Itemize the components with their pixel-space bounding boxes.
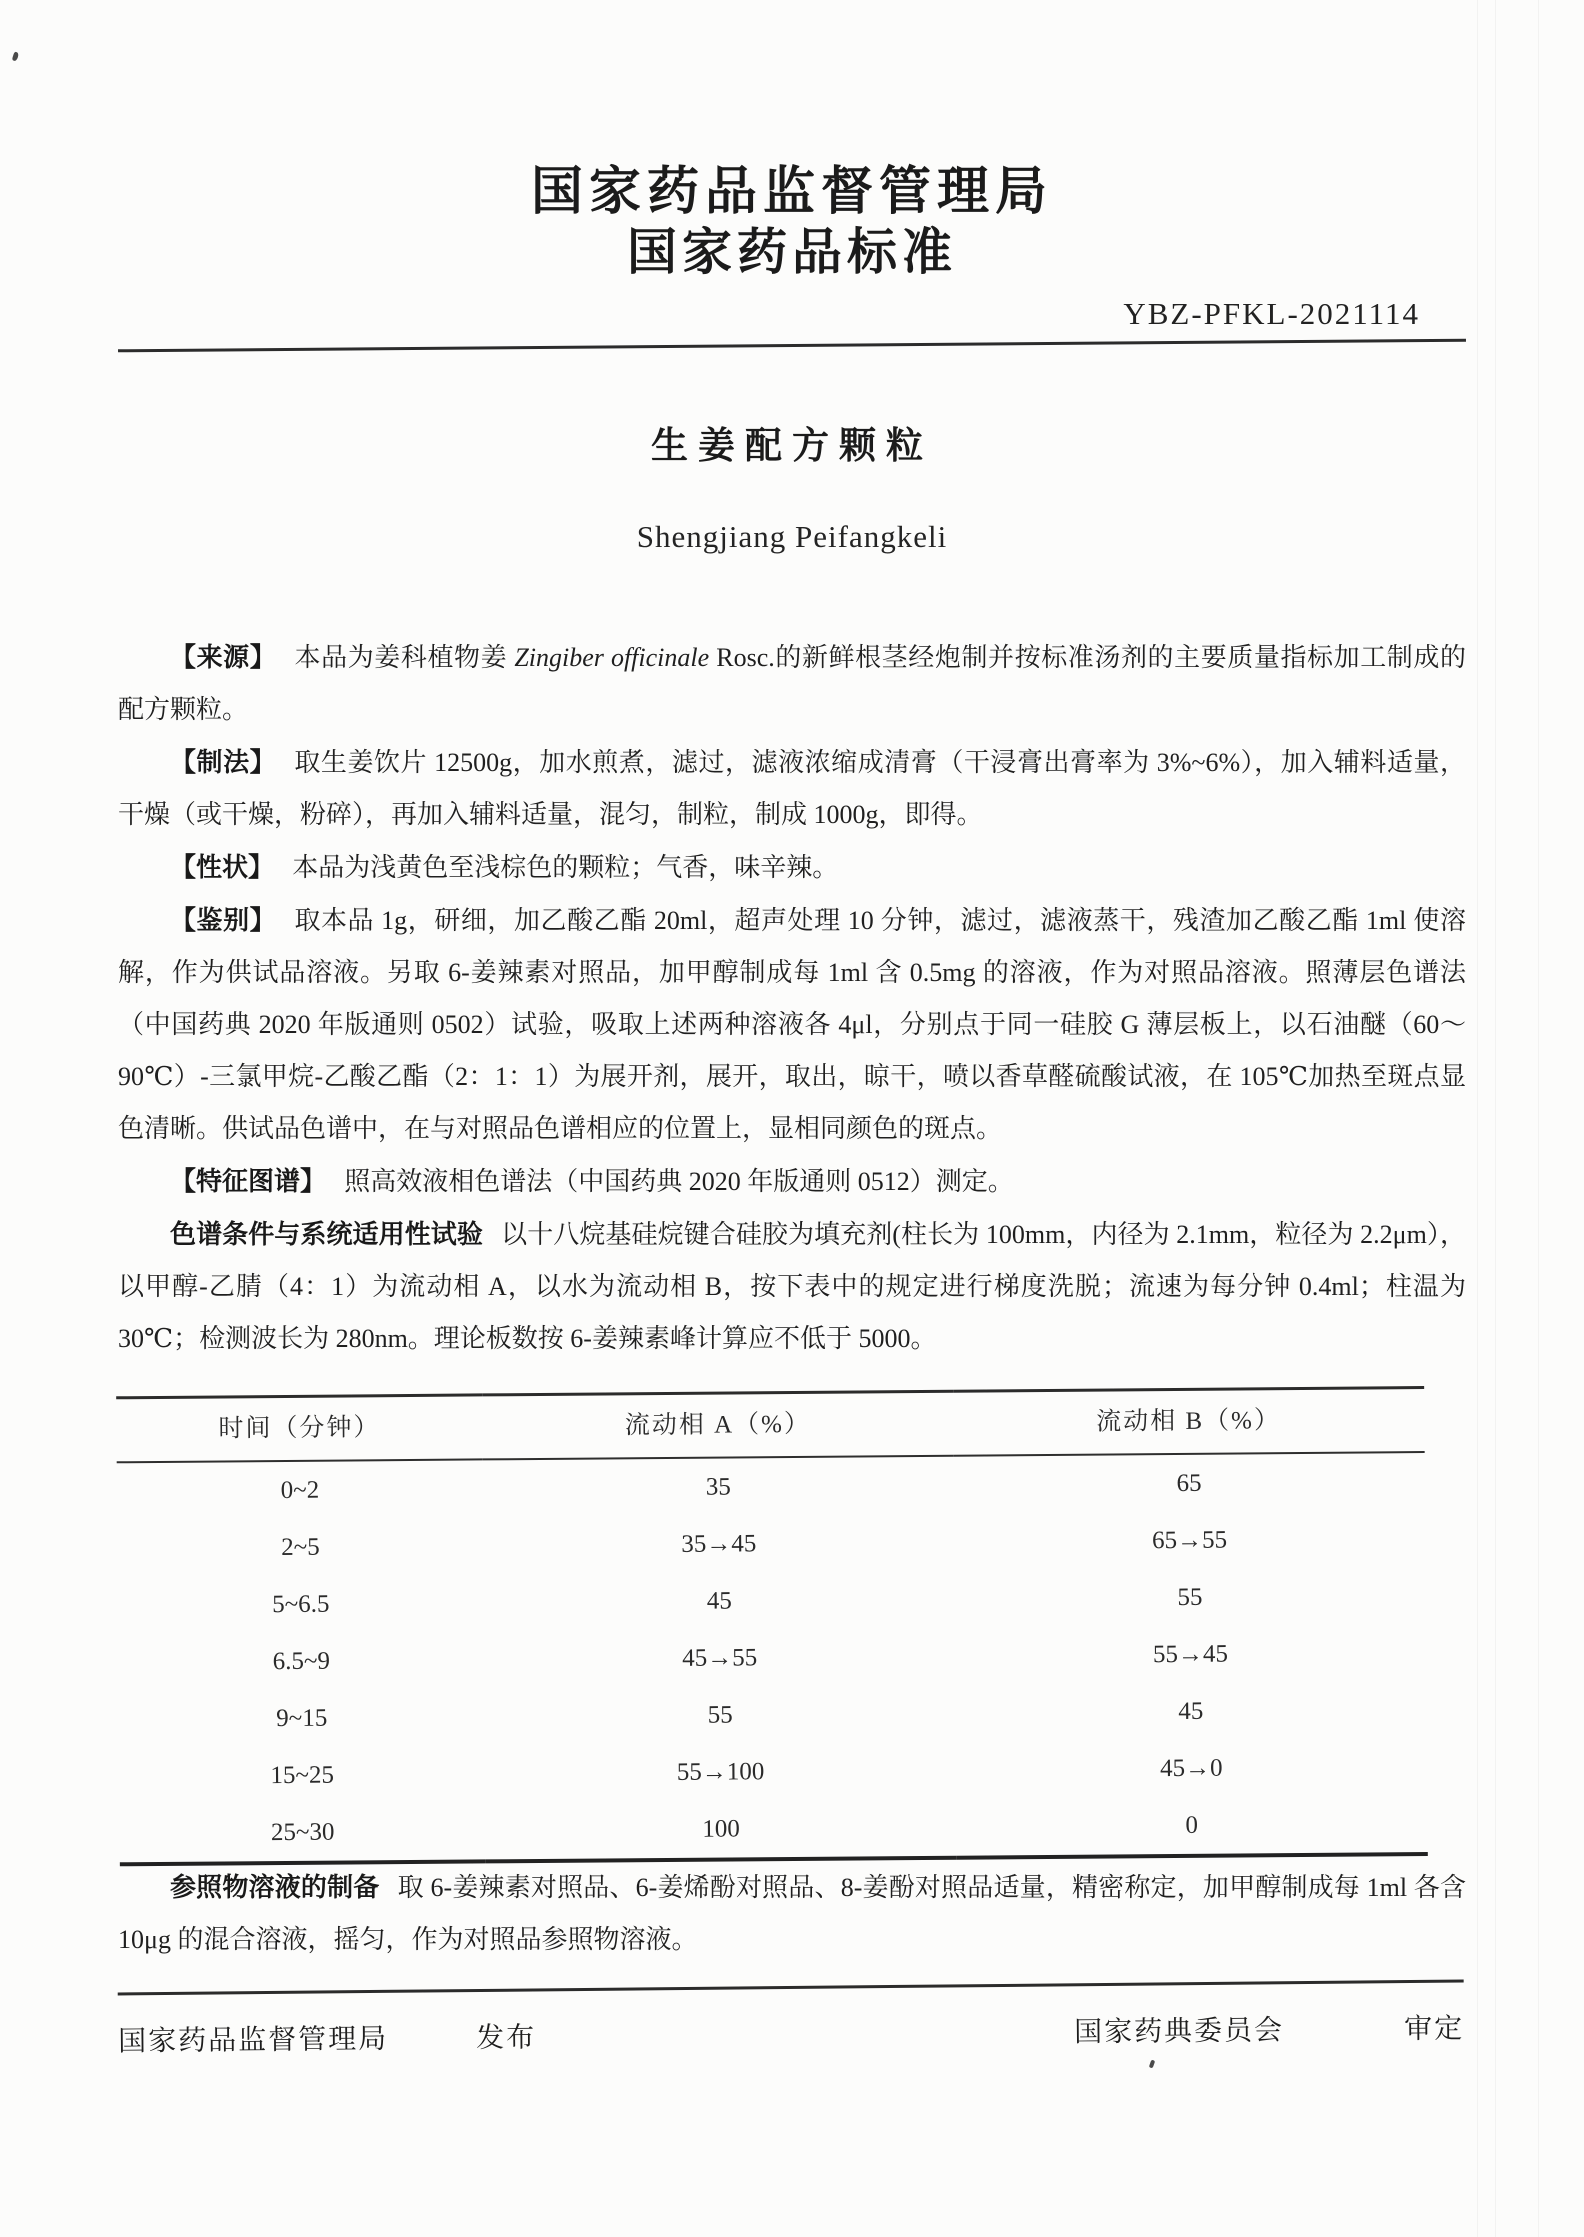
section-method-text: 取生姜饮片 12500g，加水煎煮，滤过，滤液浓缩成清膏（干浸膏出膏率为 3%~6%），加入辅料适量，干燥（或干燥，粉碎），再加入辅料适量，混匀，制粒，制成 1000g，即得。 [118,748,1466,830]
footer-text-row [118,2007,1464,2060]
section-method [118,736,1466,841]
section-system-suitability-label: 色谱条件与系统适用性试验 [170,1219,483,1250]
table-cell: 9~15 [276,1704,328,1732]
table-cell: 65→55 [1151,1526,1228,1554]
table-row [117,1452,1425,1520]
table-cell: 45 [706,1587,732,1615]
latin-binomial-name: Zingiber officinale [514,643,710,673]
section-reference-solution-label: 参照物溶液的制备 [170,1872,380,1903]
footer-reviewer: 国家药典委员会 [1073,2015,1285,2049]
table-cell: 55 [1177,1583,1203,1611]
table-cell: 45→55 [682,1644,758,1672]
standard-type-title: 国家药品标准 [627,224,957,281]
gradient-table-wrapper [116,1386,1468,1867]
footer-issuer: 国家药品监督管理局 [118,2023,389,2058]
section-source [118,631,1466,736]
section-feature-chromatogram [118,1155,1466,1208]
footer-right [1074,2007,1464,2051]
column-header-mobile-phase-a: 流动相 A（%） [482,1391,953,1459]
gradient-table-body [117,1452,1428,1864]
table-cell: 0~2 [280,1476,320,1504]
section-character-label: 【性状】 [170,852,275,883]
section-character-text: 本品为浅黄色至浅棕色的颗粒；气香，味辛辣。 [292,853,839,883]
table-cell: 15~25 [270,1761,335,1789]
table-cell: 0 [1185,1811,1199,1839]
product-title: 生姜配方颗粒 [651,425,933,467]
section-character [118,841,1466,894]
gradient-elution-table [116,1386,1427,1866]
table-row [119,1795,1427,1864]
header-divider [118,339,1466,353]
table-row [118,1624,1426,1691]
footer-issue-action: 发布 [476,2022,537,2055]
table-cell: 45 [1178,1697,1204,1725]
section-identification [118,894,1466,1155]
footer-review-action: 审定 [1403,2013,1465,2046]
product-pinyin: Shengjiang Peifangkeli [636,519,948,555]
table-cell: 45→0 [1159,1754,1223,1782]
section-source-text-cont: Rosc.的新鲜根茎经炮制并按标准汤剂的主要质量指标加工制成的配方颗粒。 [118,643,1466,725]
table-row [117,1510,1425,1577]
section-source-text: 本品为姜科植物姜 [294,643,515,673]
section-system-suitability-text: 以十八烷基硅烷键合硅胶为填充剂(柱长为 100mm，内径为 2.1mm，粒径为 2.2μm），以甲醇-乙腈（4：1）为流动相 A，以水为流动相 B，按下表中的规定进行梯度洗脱；流速为每分钟 0.4ml；柱温为 30℃；检测波长为 280nm。理论板数按 6-姜辣素峰计算应不低于 5000。 [118,1220,1466,1354]
page-footer [118,1980,1465,2060]
footer-left [118,2015,536,2059]
table-cell: 65 [1176,1469,1202,1497]
section-reference-solution-text: 取 6-姜辣素对照品、6-姜烯酚对照品、8-姜酚对照品适量，精密称定，加甲醇制成每 1ml 各含 10μg 的混合溶液，摇匀，作为对照品参照物溶液。 [118,1873,1466,1955]
table-cell: 2~5 [281,1533,320,1561]
section-feature-chromatogram-text: 照高效液相色谱法（中国药典 2020 年版通则 0512）测定。 [344,1167,1014,1197]
section-identification-label: 【鉴别】 [170,905,277,936]
section-identification-text: 取本品 1g，研细，加乙酸乙酯 20ml，超声处理 10 分钟，滤过，滤液蒸干，残渣加乙酸乙酯 1ml 使溶解，作为供试品溶液。另取 6-姜辣素对照品，加甲醇制成每 1ml 含 0.5mg 的溶液，作为对照品溶液。照薄层色谱法（中国药典 2020 年版通则 0502）试验，吸取上述两种溶液各 4μl，分别点于同一硅胶 G 薄层板上，以石油醚（60～90℃）-三氯甲烷-乙酸乙酯（2：1：1）为展开剂，展开，取出，晾干，喷以香草醛硫酸试液，在 105℃加热至斑点显色清晰。供试品色谱中，在与对照品色谱相应的位置上，显相同颜色的斑点。 [118,906,1466,1144]
table-cell: 55 [707,1701,733,1729]
table-row [118,1681,1426,1748]
table-cell: 100 [702,1815,740,1843]
table-cell: 35 [705,1473,731,1501]
section-source-label: 【来源】 [170,642,277,673]
column-header-mobile-phase-b: 流动相 B（%） [953,1388,1424,1456]
section-feature-chromatogram-label: 【特征图谱】 [170,1166,327,1197]
authority-title: 国家药品监督管理局 [530,163,1053,221]
document-body [118,631,1466,1966]
table-cell: 35→45 [681,1530,757,1558]
table-cell: 6.5~9 [272,1647,331,1675]
table-cell: 25~30 [270,1818,335,1846]
column-header-time: 时间（分钟） [116,1395,483,1462]
table-row [119,1738,1427,1805]
table-cell: 55→100 [676,1757,765,1786]
table-cell: 5~6.5 [272,1590,330,1618]
table-row [118,1567,1426,1634]
gradient-table-header [116,1388,1424,1463]
header-row [116,1388,1424,1463]
standard-code: YBZ-PFKL-2021114 [1123,296,1420,332]
section-reference-solution [118,1861,1466,1966]
footer-divider [118,1980,1464,1996]
section-method-label: 【制法】 [170,747,277,778]
section-system-suitability [118,1208,1466,1365]
table-cell: 55→45 [1152,1640,1229,1668]
